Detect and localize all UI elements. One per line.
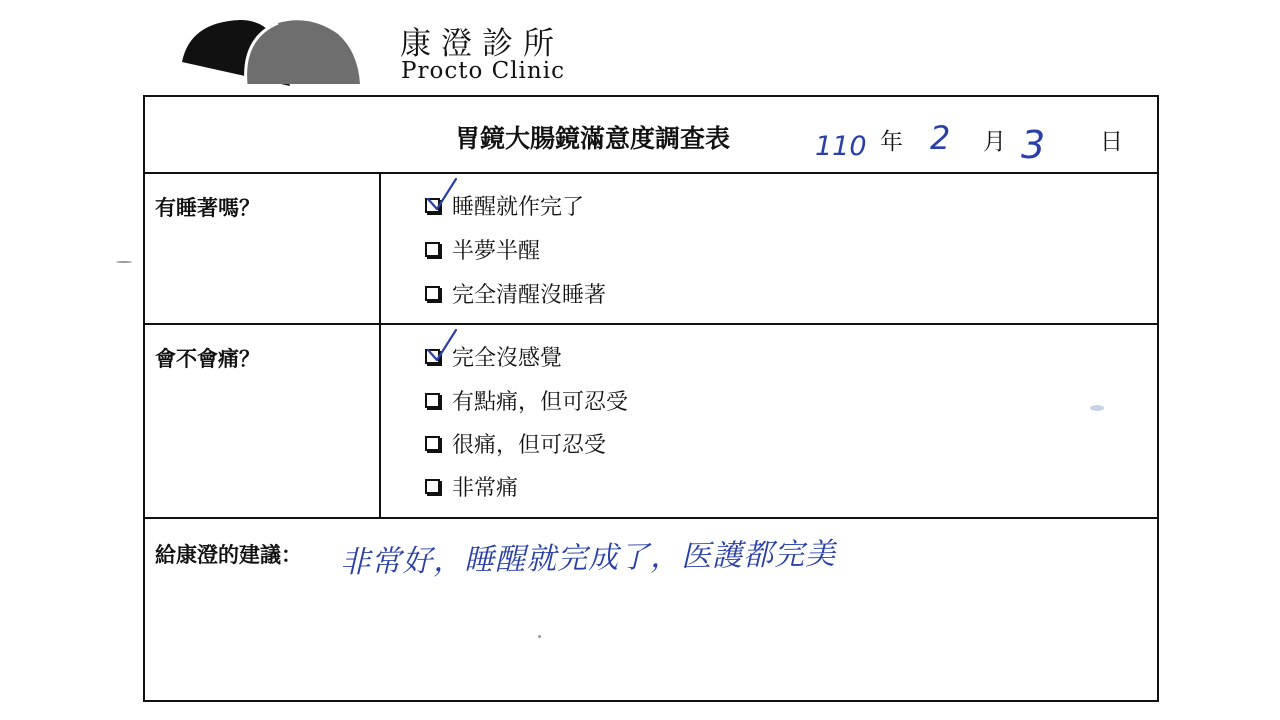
suggestion-section	[145, 519, 1157, 699]
date-month-value: 2	[930, 119, 951, 157]
date-year-value: 110	[815, 131, 867, 162]
option-label: 完全清醒沒睡著	[452, 282, 607, 308]
question-sleep-label: 有睡著嗎？	[155, 196, 260, 220]
option-slight-pain[interactable]	[425, 385, 628, 415]
suggestion-label: 給康澄的建議：	[155, 543, 302, 567]
option-label: 有點痛，但可忍受	[452, 389, 629, 415]
checkbox[interactable]	[425, 436, 440, 451]
handwritten-checkmark-icon	[425, 175, 459, 215]
row-divider	[145, 323, 1157, 325]
option-label: 很痛，但可忍受	[452, 432, 607, 458]
checkbox[interactable]	[425, 393, 440, 408]
checkbox[interactable]	[425, 286, 440, 301]
option-label: 睡醒就作完了	[452, 194, 585, 220]
option-very-painful-bearable[interactable]	[425, 428, 606, 458]
checkbox[interactable]	[425, 479, 440, 494]
checkbox[interactable]	[425, 242, 440, 257]
scan-speck	[538, 635, 541, 638]
option-label: 完全沒感覺	[452, 345, 563, 371]
survey-form	[143, 95, 1159, 702]
suggestion-handwritten-text[interactable]: 非常好，睡醒就完成了，医護都完美	[339, 536, 837, 581]
clinic-logo-icon	[182, 18, 362, 86]
option-label: 非常痛	[452, 475, 519, 501]
clinic-name-en: Procto Clinic	[401, 58, 565, 84]
clinic-name-zh: 康澄診所	[400, 26, 564, 62]
option-fully-awake[interactable]	[425, 278, 606, 308]
date-month-label: 月	[983, 129, 1006, 155]
option-half-awake[interactable]	[425, 234, 540, 264]
date-day-value: 3	[1021, 123, 1046, 167]
scan-speck	[116, 261, 132, 263]
form-title: 胃鏡大腸鏡滿意度調查表	[455, 124, 731, 153]
date-day-label: 日	[1100, 129, 1123, 155]
column-divider	[379, 172, 381, 517]
handwritten-checkmark-icon	[425, 326, 459, 366]
row-divider	[145, 172, 1157, 174]
question-pain-label: 會不會痛？	[155, 347, 260, 371]
date-year-label: 年	[880, 129, 903, 155]
option-label: 半夢半醒	[452, 238, 541, 264]
option-extremely-painful[interactable]	[425, 471, 518, 501]
